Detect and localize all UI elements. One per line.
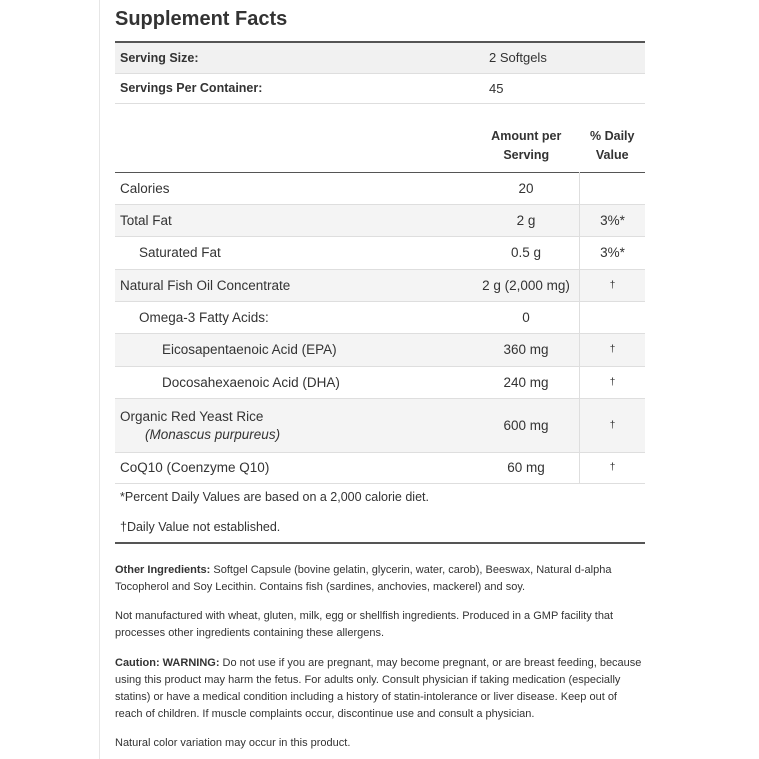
nutrition-table-header — [115, 120, 645, 172]
nutrient-column-header — [115, 120, 473, 172]
nutrient-amount: 0 — [522, 309, 530, 325]
nutrient-amount: 20 — [518, 180, 534, 196]
table-row — [115, 204, 645, 236]
table-row — [115, 236, 645, 269]
servings-per-container-row — [115, 73, 645, 103]
nutrient-daily-value: † — [580, 269, 646, 301]
nutrient-name: CoQ10 (Coenzyme Q10) — [120, 460, 270, 475]
nutrient-name — [115, 398, 473, 452]
nutrient-name: Omega-3 Fatty Acids: — [139, 309, 269, 325]
amount-column-header — [473, 120, 580, 172]
nutrient-name: Eicosapentaenoic Acid (EPA) — [162, 342, 337, 357]
nutrient-daily-value — [580, 301, 646, 333]
caution-label: Caution: WARNING: — [115, 657, 220, 669]
table-row — [115, 398, 645, 452]
caution-text: Do not use if you are pregnant, may become pregnant, or are breast feeding, because using this product may harm the fetus. For adults only. Consult physician if taking medication (especially statins) or have a medical condition including a history of statin-intolerance or liver disease. Keep out of reach of children. If muscle complaints occur, discontinue use and consult a physician. — [115, 657, 642, 720]
nutrient-name: Docosahexaenoic Acid (DHA) — [162, 374, 340, 390]
amount-header-line1: Amount per — [491, 128, 562, 143]
nutrient-name: Saturated Fat — [139, 245, 221, 260]
nutrient-daily-value: 3%* — [580, 236, 646, 269]
serving-size-label: Serving Size: — [120, 50, 199, 65]
table-row — [115, 452, 645, 483]
nutrient-name: Calories — [120, 180, 170, 196]
table-row — [115, 301, 645, 333]
table-row — [115, 172, 645, 204]
table-row — [115, 333, 645, 366]
nutrient-amount: 2 g — [516, 212, 536, 228]
daily-value-not-established-footnote: †Daily Value not established. — [120, 520, 281, 534]
other-ingredients-paragraph — [115, 562, 645, 596]
nutrient-amount: 240 mg — [503, 374, 549, 390]
nutrient-amount: 0.5 g — [510, 245, 542, 260]
percent-daily-value-footnote: *Percent Daily Values are based on a 2,000 calorie diet. — [120, 490, 429, 504]
serving-info-table — [115, 43, 645, 104]
serving-size-value: 2 Softgels — [489, 50, 547, 66]
daily-value-column-header: % Daily Value — [590, 128, 635, 162]
nutrient-amount: 360 mg — [503, 342, 549, 357]
footnote-rule — [115, 542, 645, 544]
other-ingredients-label: Other Ingredients: — [115, 564, 211, 576]
nutrient-name-botanical: (Monascus purpureus) — [145, 426, 281, 442]
nutrient-name-main: Organic Red Yeast Rice — [120, 408, 264, 424]
nutrient-name: Natural Fish Oil Concentrate — [120, 277, 291, 293]
allergen-paragraph: Not manufactured with wheat, gluten, milk, egg or shellfish ingredients. Produced in a GMP facility that processes other ingredients containing these allergens. — [115, 610, 614, 639]
nutrient-daily-value: † — [580, 366, 646, 398]
nutrient-daily-value: 3%* — [580, 204, 646, 236]
table-row — [115, 366, 645, 398]
color-variation-note: Natural color variation may occur in this product. — [115, 737, 351, 749]
nutrient-name: Total Fat — [120, 212, 172, 228]
nutrient-amount: 60 mg — [507, 460, 545, 475]
table-row — [115, 269, 645, 301]
servings-per-container-label: Servings Per Container: — [120, 81, 263, 95]
nutrient-daily-value — [580, 172, 646, 204]
amount-header-line2: Serving — [503, 147, 550, 162]
nutrient-daily-value: † — [580, 452, 646, 483]
nutrient-daily-value: † — [580, 398, 646, 452]
panel-title: Supplement Facts — [115, 8, 288, 30]
nutrient-daily-value: † — [580, 333, 646, 366]
serving-size-row — [115, 43, 645, 73]
nutrition-table — [115, 120, 645, 484]
caution-paragraph — [115, 655, 645, 723]
nutrient-amount: 2 g (2,000 mg) — [482, 277, 570, 293]
nutrient-amount: 600 mg — [503, 417, 549, 433]
other-ingredients-text: Softgel Capsule (bovine gelatin, glycerin, water, carob), Beeswax, Natural d-alpha Tocopherol and Soy Lecithin. Contains fish (sardines, anchovies, mackerel) and soy. — [115, 564, 612, 593]
servings-per-container-value: 45 — [489, 80, 504, 96]
page-left-divider — [99, 0, 100, 759]
